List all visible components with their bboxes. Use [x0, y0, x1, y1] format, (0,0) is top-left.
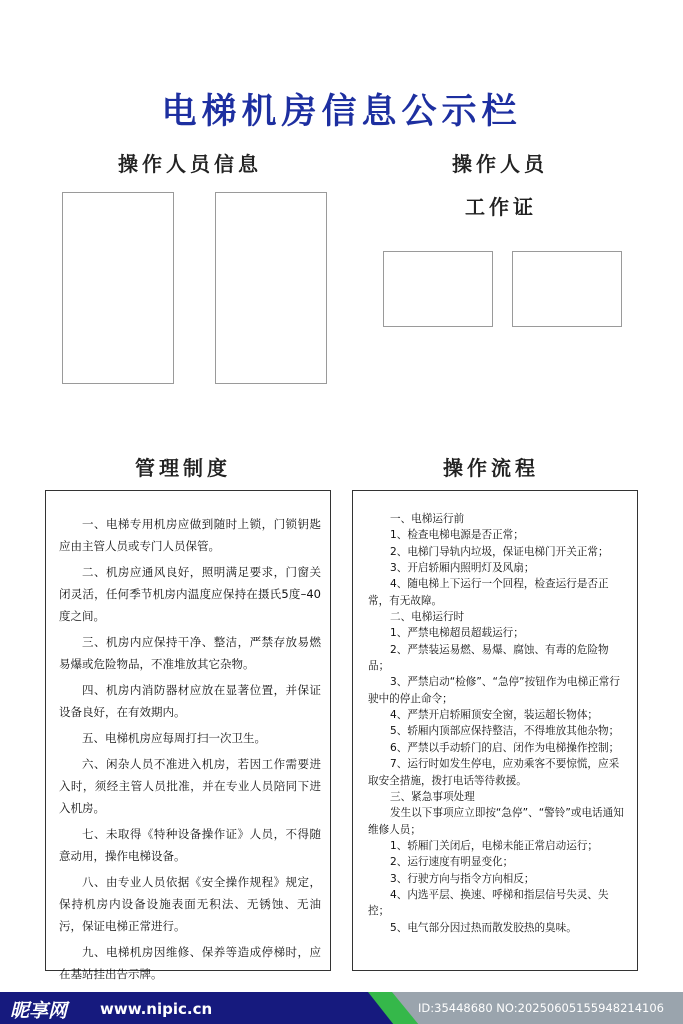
rule-paragraph: 六、闲杂人员不准进入机房，若因工作需要进入时，须经主管人员批准，并在专业人员陪同下进入机房。 [59, 757, 321, 815]
procedure-line: 6、严禁以手动轿门的启、闭作为电梯操作控制； [390, 741, 620, 754]
procedure-line: 2、电梯门导轨内垃圾，保证电梯门开关正常； [390, 545, 609, 558]
procedure-box [352, 490, 638, 971]
procedure-line: 7、运行时如发生停电，应劝乘客不要惊慌，应采取安全措施，拨打电话等待救援。 [368, 758, 620, 787]
procedure-line: 3、严禁启动“检修”、“急停”按钮作为电梯正常行驶中的停止命令； [368, 676, 620, 705]
procedure-line: 一、电梯运行前 [390, 513, 465, 525]
operator-info-heading: 操作人员信息 [118, 152, 262, 176]
rule-paragraph: 三、机房内应保持干净、整洁，严禁存放易燃易爆或危险物品，不准堆放其它杂物。 [59, 635, 321, 671]
procedure-line: 4、随电梯上下运行一个回程，检查运行是否正常，有无故障。 [368, 578, 609, 607]
procedure-line: 4、严禁开启轿厢顶安全窗，装运超长物体； [390, 709, 599, 722]
management-rules-box [45, 490, 331, 981]
procedure-line: 1、轿厢门关闭后，电梯未能正常启动运行； [390, 839, 599, 852]
operator-photo-frame-1 [62, 192, 174, 384]
rule-paragraph: 九、电梯机房因维修、保养等造成停梯时，应在基站挂出告示牌。 [59, 945, 321, 981]
procedure-line: 2、运行速度有明显变化； [390, 856, 514, 869]
procedure-line: 4、内选平层、换速、呼梯和指层信号失灵、失控； [368, 888, 609, 918]
procedure-line: 二、电梯运行时 [390, 611, 465, 624]
operator-photo-frame-2 [215, 192, 327, 384]
procedure-line: 1、检查电梯电源是否正常； [390, 529, 524, 542]
rule-paragraph: 一、电梯专用机房应做到随时上锁，门锁钥匙应由主管人员或专门人员保管。 [59, 517, 321, 553]
watermark-logo: 昵享网 [10, 1000, 68, 1022]
work-permit-frame-2 [512, 251, 622, 327]
procedure-line: 发生以下事项应立即按“急停”、“警铃”或电话通知维修人员； [368, 807, 624, 836]
procedure-heading: 操作流程 [443, 456, 539, 480]
rule-paragraph: 八、由专业人员依据《安全操作规程》规定，保持机房内设备设施表面无积法、无锈蚀、无油污，保证电梯正常进行。 [59, 875, 321, 933]
work-permit-heading-line2: 工作证 [465, 195, 537, 219]
procedure-line: 3、开启轿厢内照明灯及风扇； [390, 562, 535, 575]
work-permit-frame-1 [383, 251, 493, 327]
work-permit-heading-line1: 操作人员 [452, 152, 548, 176]
rule-paragraph: 五、电梯机房应每周打扫一次卫生。 [82, 731, 266, 745]
watermark-id: ID:35448680 NO:20250605155948214106 [418, 1001, 664, 1015]
procedure-line: 1、严禁电梯超员超载运行； [390, 627, 524, 640]
watermark-url: www.nipic.cn [100, 1000, 213, 1018]
rule-paragraph: 七、未取得《特种设备操作证》人员，不得随意动用，操作电梯设备。 [59, 827, 321, 863]
page-title: 电梯机房信息公示栏 [161, 92, 522, 132]
rule-paragraph: 二、机房应通风良好，照明满足要求，门窗关闭灵活，任何季节机房内温度应保持在摄氏5度–40度之间。 [59, 565, 321, 623]
procedure-line: 5、电气部分因过热而散发胶热的臭味。 [390, 921, 577, 934]
procedure-line: 三、紧急事项处理 [390, 790, 475, 803]
rule-paragraph: 四、机房内消防器材应放在显著位置，并保证设备良好，在有效期内。 [59, 683, 321, 719]
procedure-line: 5、轿厢内顶部应保持整洁，不得堆放其他杂物； [390, 725, 620, 738]
management-heading: 管理制度 [135, 456, 231, 480]
procedure-line: 2、严禁装运易燃、易爆、腐蚀、有毒的危险物品； [368, 643, 609, 673]
procedure-line: 3、行驶方向与指令方向相反； [390, 872, 535, 885]
